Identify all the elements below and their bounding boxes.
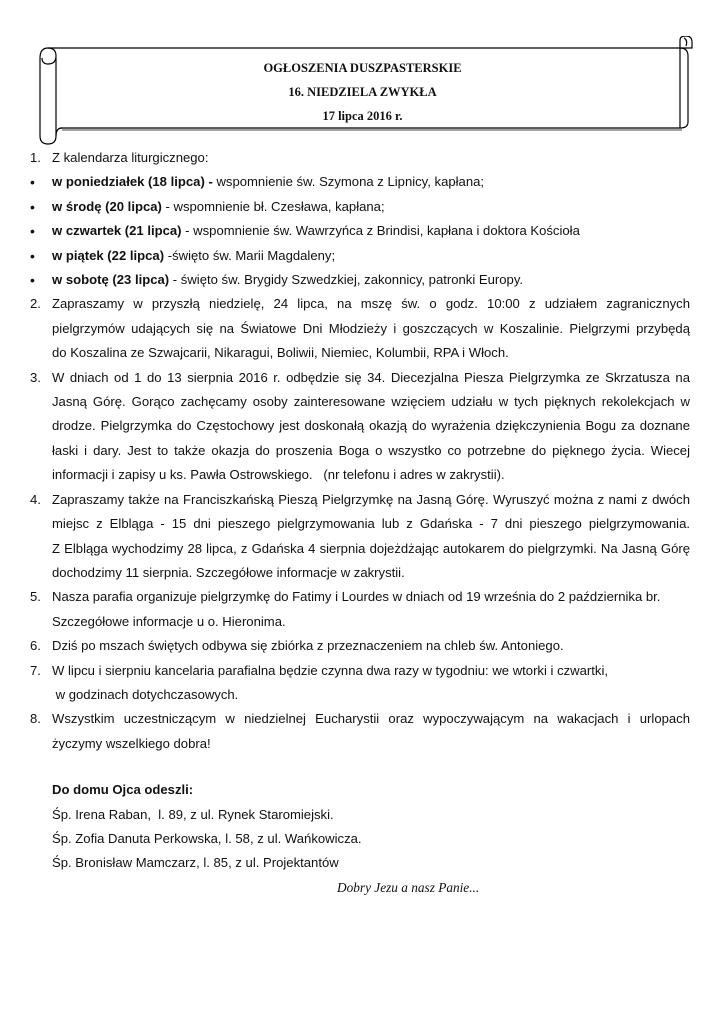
text-line: Jasną Górę. Gorąco zachęcamy osoby zainteresowane wzięciem udziału w tych pięknych rekolekcjach w — [52, 394, 690, 410]
calendar-day-item — [30, 268, 690, 292]
text-line: dochodzimy 11 sierpnia. Szczegółowe informacje w zakrystii. — [52, 564, 405, 580]
page-title — [90, 56, 635, 128]
item-number: 4. — [30, 491, 41, 507]
header-shadow — [62, 128, 682, 131]
item-text: Z kalendarza liturgicznego: — [52, 150, 209, 165]
announcement-2 — [30, 292, 690, 365]
announcement-8 — [30, 707, 690, 756]
calendar-description: -święto św. Marii Magdaleny; — [164, 247, 336, 263]
item-number: 1. — [30, 150, 41, 165]
item-number: 6. — [30, 638, 41, 654]
deceased-title: Do domu Ojca odeszli: — [52, 782, 194, 798]
bullet-icon: • — [30, 272, 35, 289]
deceased-section — [30, 778, 690, 876]
item-text: Dziś po mszach świętych odbywa się zbiórka z przeznaczeniem na chleb św. Antoniego. — [52, 638, 564, 654]
announcement-1 — [30, 146, 690, 170]
closing-prayer: Dobry Jezu a nasz Panie... — [337, 879, 480, 895]
announcement-7 — [30, 659, 690, 708]
deceased-entry: Śp. Zofia Danuta Perkowska, l. 58, z ul. Wańkowicza. — [52, 830, 362, 846]
text-line: W lipcu i sierpniu kancelaria parafialna będzie czynna dwa razy w tygodniu: we wtorki i czwartki, — [52, 662, 608, 678]
header-line-3: 17 lipca 2016 r. — [322, 109, 403, 123]
bullet-icon: • — [30, 174, 35, 191]
calendar-description: - wspomnienie bł. Czesława, kapłana; — [161, 198, 385, 214]
item-number: 2. — [30, 296, 41, 312]
text-line: Zapraszamy w przyszłą niedzielę, 24 lipca, na mszę św. o godz. 10:00 z udziałem zagranicznych — [52, 296, 690, 312]
calendar-day-item — [30, 244, 690, 268]
calendar-description: wspomnienie św. Szymona z Lipnicy, kapłana; — [212, 174, 485, 190]
announcement-5 — [30, 585, 690, 634]
text-line: do Koszalina ze Szwajcarii, Nikaragui, Boliwii, Niemiec, Kolumbii, RPA i Włoch. — [52, 345, 509, 361]
text-line: drodze. Pielgrzymka do Częstochowy jest doskonałą okazją do wyrażenia dziękczynienia Bogu za doznane — [52, 418, 690, 434]
text-line: Zapraszamy także na Franciszkańską Pieszą Pielgrzymkę na Jasną Górę. Wyruszyć można z nami z dwóch — [52, 491, 690, 507]
text-line: w godzinach dotychczasowych. — [52, 686, 239, 702]
announcement-3 — [30, 366, 690, 488]
header-line-2: 16. NIEDZIELA ZWYKŁA — [288, 85, 437, 99]
item-number: 3. — [30, 369, 41, 385]
text-line: Wszystkim uczestniczącym w niedzielnej Eucharystii oraz wypoczywającym na wakacjach i urlopach — [52, 711, 690, 727]
calendar-description: - święto św. Brygidy Szwedzkiej, zakonnicy, patronki Europy. — [169, 272, 524, 288]
calendar-day: w poniedziałek (18 lipca) - — [52, 174, 213, 190]
bullet-icon: • — [30, 223, 35, 240]
text-line: Szczegółowe informacje u o. Hieronima. — [52, 613, 286, 629]
calendar-day: w środę (20 lipca) — [52, 198, 162, 214]
text-line: Z Elbląga wychodzimy 28 lipca, z Gdańska 4 sierpnia dojeżdżając autokarem do pielgrzymki. Na Jasną Górę — [52, 540, 690, 556]
bullet-icon: • — [30, 247, 35, 264]
item-number: 8. — [30, 711, 41, 727]
calendar-day-item — [30, 219, 690, 243]
text-line: miejsc z Elbląga - 15 dni pieszego pielgrzymowania lub z Gdańska - 7 dni pieszego pielgrzymowania. — [52, 516, 690, 532]
text-line: życzymy wszelkiego dobra! — [52, 735, 211, 751]
header-line-1: OGŁOSZENIA DUSZPASTERSKIE — [263, 61, 462, 75]
calendar-description: - wspomnienie św. Wawrzyńca z Brindisi, kapłana i doktora Kościoła — [181, 223, 580, 239]
text-line: łaski i dary. Jest to także okazja do proszenia Boga o wszystko co potrzebne do pięknego życia. Wiecej — [52, 442, 690, 458]
text-line: pielgrzymów udających się na Światowe Dni Młodzieży i goszczących w Koszalinie. Pielgrzymi przybędą — [52, 320, 690, 336]
deceased-entry: Śp. Bronisław Mamczarz, l. 85, z ul. Projektantów — [52, 855, 339, 871]
calendar-day: w sobotę (23 lipca) — [52, 272, 170, 288]
text-line: informacji i zapisy u ks. Pawła Ostrowskiego. (nr telefonu i adres w zakrystii). — [52, 467, 505, 483]
bullet-icon: • — [30, 198, 35, 215]
calendar-day: w czwartek (21 lipca) — [52, 223, 182, 239]
item-number: 5. — [30, 589, 41, 605]
announcement-6 — [30, 634, 690, 658]
announcement-4 — [30, 488, 690, 586]
deceased-entry: Śp. Irena Raban, l. 89, z ul. Rynek Staromiejski. — [52, 806, 334, 822]
announcements-list — [30, 146, 690, 900]
item-number: 7. — [30, 662, 41, 678]
calendar-day: w piątek (22 lipca) — [52, 247, 165, 263]
text-line: W dniach od 1 do 13 sierpnia 2016 r. odbędzie się 34. Diecezjalna Piesza Pielgrzymka ze Skrzatusza na — [52, 369, 690, 385]
text-line: Nasza parafia organizuje pielgrzymkę do Fatimy i Lourdes w dniach od 19 września do 2 października br. — [52, 589, 661, 605]
calendar-day-item — [30, 195, 690, 219]
calendar-day-item — [30, 170, 690, 194]
